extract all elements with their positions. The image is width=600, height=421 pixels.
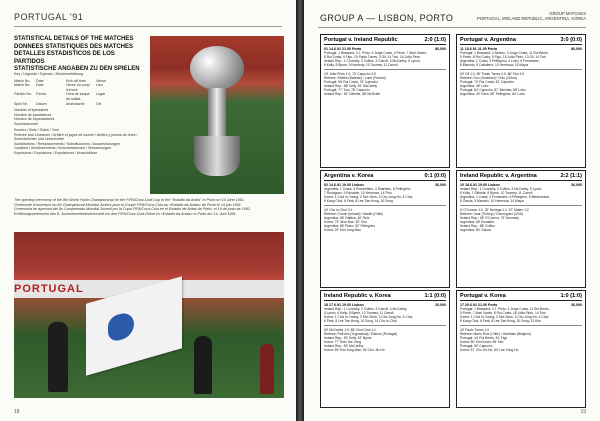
match-note-line: Referee: Petrovic (Yugoslavia) / Ramos (Portugal) <box>324 331 398 336</box>
match-note-line: 50' Gil 1:0, 80' Paulo Torres 2:0, 86' Toni 3:0 <box>460 71 525 76</box>
stadium-banner: PORTUGAL <box>14 280 284 298</box>
match-separator <box>460 325 582 326</box>
legend-cell: Heure du coup d'envoi <box>66 83 90 92</box>
legend-cell: Lugar <box>96 92 106 97</box>
lineup-line: Korea: 1 Choi In-Young; 2 Kim Seok, 3 Cho Jung-Ho, 4 Choi, <box>460 314 550 319</box>
match-title: Ireland Republic v. Argentina <box>460 173 537 179</box>
lineup-line: 6 Kelly, 8 Byrne, 9 Kennedy, 10 Toomey, 11 Carroll <box>324 62 398 67</box>
match-title: Portugal v. Argentina <box>460 37 516 43</box>
lineup-line: Argentina: 1 Costa; 3 Pellegrino, 4 Lobo, 5 Fernandez, <box>460 58 540 63</box>
caption-en: The opening ceremony of the 8th World Youth Championship for the FIFA/Coca-Cola Cup in the "Estadio da Antas" in Porto on 14 June 1991. <box>14 198 245 202</box>
lineup-line: 8 Garcia, 9 Marcelo, 10 Hermosa, 14 Mayor <box>460 198 525 203</box>
trophy-stem <box>208 88 226 140</box>
legend-cell: Spiel Nr. <box>14 101 28 106</box>
match-box <box>320 34 450 168</box>
stats-title-de: STATISTISCHE ANGABEN ZU DEN SPIELEN <box>14 66 140 73</box>
match-note-line: Argentina: 40' Fano, 80' Pellegrino, 84' Lobo <box>460 92 525 97</box>
match-note-line: Ireland Rep.: 52' Kelly, 62' Byrne <box>324 336 372 341</box>
stats-title-block <box>14 36 144 74</box>
match-note-line: Portugal: 56' Rui Costa, 76' Capucho <box>324 80 379 85</box>
match-note-line: Ireland Rep.: 68' Kelly, 81' McCarthy <box>324 84 378 89</box>
lineup-line: 6 Kelly, 7 Gilbride, 8 Byrne, 10 Toomey, 11 Carroll <box>460 190 533 195</box>
match-note-line: Portugal: 70' Rui Costa, 81' Capucho <box>460 80 515 85</box>
ceremony-photo <box>14 232 284 398</box>
match-date-venue: 17 20.6.91 21.00 Porto <box>460 302 498 307</box>
lineup-line: Portugal: 1 Brassard; 3 J. Pinto, 4 Jorge Costa, 4 Peixe, 7 Abel Xavier, <box>324 50 427 55</box>
match-separator <box>324 205 446 206</box>
match-note-line: Portugal: 77' Toni, 78' Capucho <box>324 88 370 93</box>
match-header <box>460 37 582 45</box>
match-note-line: Argentina: 86' Plazo, 82' Pellegrino <box>324 224 376 229</box>
note-line: Referee and Linesmen / Arbitre et juges de touche / Arbitro y jueces de línea / Schiedsrichter und Linienrichter <box>14 132 138 142</box>
match-score: 2:2 (1:1) <box>560 173 582 179</box>
lineup-line: Portugal: 1 Brassard; 3 J. Pinto, 4 Jorge Costa, 11 Rui Bento, <box>460 306 550 311</box>
legend-right-line: Nombre de spectateurs <box>14 112 52 117</box>
legend-cell: Partido No. <box>14 92 32 97</box>
lineup-line: 8 Rui Costa, 9 Figo, 10 Paulo Torres, 3 Gil, 14 Toni, 16 João Pinto <box>324 54 421 59</box>
lineup-line: 5 Peixe, 7 Abel Xavier, 8 Rui Costa, 16 João Pinto, 14 Toni <box>460 310 546 315</box>
match-note-line: 52' McCarthy 1:0, 88' Choi Chul 1:1 <box>324 327 376 332</box>
legend-cell: Anstosszeit <box>66 101 85 106</box>
person-figure <box>260 344 274 394</box>
match-note-line: Korea: 80' Kim Kwan, 85' Kim <box>460 340 504 345</box>
lineup-line: Argentina: 1 Costa; 3 Fernandez, 4 Pellegrino, 5 Biedermann, <box>460 194 551 199</box>
stats-title-fr: DONNEES STATISTIQUES DES MATCHES <box>14 43 134 50</box>
match-spectators: 30,000 <box>571 302 582 307</box>
lineup-line: 8 Marcelo, 9 Caballero, 10 Hermosa, 15 Mayor <box>460 62 529 67</box>
legend-cell: Lieu <box>96 83 103 88</box>
match-note-line: Ireland Rep.: 82' Gilbride, 88' McGrath <box>324 92 381 97</box>
match-spectators: 80,000 <box>571 46 582 51</box>
match-date-venue: 10 18.6.91 19.00 Lisbon <box>460 182 500 187</box>
match-note-line: 15' João Pinto 1:0, 76' Capucho 2:0 <box>324 71 377 76</box>
legend-cell: Date <box>36 83 44 88</box>
match-box-inner <box>457 35 585 98</box>
header-rule <box>14 26 282 27</box>
right-page <box>304 0 600 421</box>
match-note-line: 42' Paulo Torres 1:0 <box>460 327 490 332</box>
key-title: Key / Légende / Eyenda / Zeichenerklärung <box>14 72 84 76</box>
stats-title-en: STATISTICAL DETAILS OF THE MATCHES <box>14 36 134 42</box>
match-title: Portugal v. Korea <box>460 293 506 299</box>
lineup-line: 6 Park, 8 Lee Tae-Hong, 10 Song, 14 Cho In-Chul <box>324 318 397 323</box>
note-line: Scorers / Buts / Goles / Tore <box>14 128 59 132</box>
lineup-line: 5 Kang Chul, 6 Park, 8 Lee Tae-Hong, 10 Song, 13 Kim <box>460 318 541 323</box>
page-header: PORTUGAL '91 <box>14 12 84 22</box>
match-note-line: Referee: Don (Scotland) / Chiu (China) <box>460 75 517 80</box>
legend-cell: Venue <box>96 78 107 83</box>
match-note-line: Argentina: 68' Gattica, 46' Ruiz <box>324 216 370 221</box>
match-spectators: 80,000 <box>435 46 446 51</box>
legend-cell: Fecha <box>36 92 46 97</box>
match-score: 0:1 (0:0) <box>424 173 446 179</box>
person-figure <box>48 322 68 392</box>
note-line: Expulsions / Expulsions / Expulsiones / Ausschlüsse <box>14 150 98 155</box>
legend-right-line: Número de espectadores <box>14 117 55 122</box>
match-header <box>324 173 446 181</box>
match-spectators: 20,000 <box>435 302 446 307</box>
match-note-line: 44' Cho In-Chul 0:1 <box>324 207 353 212</box>
match-score: 1:0 (1:0) <box>560 293 582 299</box>
match-note-line: Korea: 79' Jeon Bae, 82' Cho <box>324 220 367 225</box>
match-note-line: Portugal: 50' Capucho <box>460 344 493 349</box>
match-separator <box>460 69 582 70</box>
match-note-line: Argentina: 68' Esnaider <box>460 220 495 225</box>
match-box <box>456 290 586 408</box>
match-note-line: Korea: 57' Cho Jin-Ho, 80' Lee Yong-Ho <box>460 348 519 353</box>
book-gutter <box>296 0 304 421</box>
match-note-line: Ireland Rep.: 83' McCarthy <box>324 344 364 349</box>
lineup-line: 7 Rodriguez, 9 Esnaider, 10 Hermosa, 14 Pico <box>324 190 392 195</box>
key-block <box>14 72 149 127</box>
match-note-line: Portugal: 44' Rui Bento, 81' Figo <box>460 336 508 341</box>
trophy-photo <box>150 36 284 194</box>
match-note-line: Referee: Sheikh (Bahrain) / Lund (Poland) <box>324 75 386 80</box>
match-box <box>320 290 450 408</box>
header-rule <box>318 27 586 28</box>
group-subtitle-line: PORTUGAL, IRELAND REPUBLIC, ARGENTINA, KOREA <box>476 16 586 22</box>
match-date-venue: 01 14.6.91 21.00 Porto <box>324 46 362 51</box>
match-score: 3:0 (0:0) <box>560 37 582 43</box>
legend-cell: Datum <box>36 101 47 106</box>
legend-right-line: Zuschauerzahl <box>14 121 38 126</box>
caption-de: Eröffnungszeremonie des 8. Juniorenweltmeisterschaft um den FIFA/Coca-Cola-Pokal im «Estadio da Antas» in Porto am 14. Juni 1991. <box>14 211 237 216</box>
match-note-line: Korea: 77' Shin Tae-Yong <box>324 340 362 345</box>
lineup-line: Ireland Rep.: 1 Connolly, 2 Collins, 4 McCarthy, 5 Lynch, <box>460 186 543 191</box>
lineup-line: Argentina: 1 Costa; 3 Pocchettino, 4 Ditarfedo, 6 Pellegrino, <box>324 186 412 191</box>
lineup-line: Ireland Rep.: 1 Connolly, 2 Collins, 3 Carroll, 4 McCarthy, 5 Lynch, <box>324 58 421 63</box>
match-note-line: Argentina: 80' Garcia <box>460 228 491 233</box>
match-box-inner <box>457 171 585 234</box>
match-note-line: Argentina: 48' Lobo <box>460 84 489 89</box>
match-box <box>456 170 586 288</box>
lineup-line: 5 Kang Chul, 6 Park, 8 Lee Tae-Hong, 10 Song <box>324 198 393 203</box>
legend-cell: Kick-off time <box>66 78 86 83</box>
match-separator <box>324 69 446 70</box>
legend-right <box>14 108 149 126</box>
match-header <box>324 293 446 301</box>
match-separator <box>324 325 446 326</box>
match-score: 1:1 (0:0) <box>424 293 446 299</box>
group-title: GROUP A — LISBON, PORTO <box>320 13 454 23</box>
match-separator <box>460 205 582 206</box>
caption-fr: Cérémonie d'ouverture du 8e Championnat Mondial Juniors pour la Coupe FIFA/Coca-Cola au «Estadio da Antas» de Porto le 14 juin 1991. <box>14 202 242 207</box>
legend-right-line: Number of spectators <box>14 108 49 113</box>
group-subtitle <box>477 11 586 21</box>
match-header <box>460 293 582 301</box>
match-header <box>460 173 582 181</box>
match-box <box>456 34 586 168</box>
lineup-line: Korea: 1 Choi In-Young; 2 Kim Seok, 3 Cho Jung-Ho, 5 Choi, <box>324 314 414 319</box>
match-title: Ireland Republic v. Korea <box>324 293 391 299</box>
match-score: 2:0 (1:0) <box>424 37 446 43</box>
match-spectators: 30,000 <box>571 182 582 187</box>
group-subtitle-line: GROUP MATCHES <box>549 11 586 16</box>
match-note-line: Referee: Mario Ruiz (Chile) / Goethals (Belgium) <box>460 331 531 336</box>
trophy-base <box>194 136 240 176</box>
match-date-venue: 11 18.6.91 21.00 Porto <box>460 46 498 51</box>
note-line: Substitutions / Remplacements / Substituciones / Auswechslungen <box>14 141 120 146</box>
legend-cell: Match No. <box>14 83 31 88</box>
match-note-line: Referee: Ucar (Turkey) / Dominguez (USA) <box>460 211 523 216</box>
stats-title-es: DETALLES ESTADISTICOS DE LOS PARTIDOS <box>14 51 115 65</box>
match-note-line: Referee: Cronin (Ireland) / Martin (Chile) <box>324 211 383 216</box>
flag-emblem <box>108 310 134 343</box>
match-note-line: Korea: 29' Kim Jong-Man <box>324 228 362 233</box>
person-figure <box>194 336 212 394</box>
match-box-inner <box>457 291 585 354</box>
match-box-inner <box>321 171 449 234</box>
match-spectators: 30,000 <box>435 182 446 187</box>
notes-block <box>14 128 149 156</box>
match-box-inner <box>321 35 449 98</box>
photo-caption <box>14 198 284 216</box>
match-note-line: Ireland Rep.: 88' Collins <box>460 224 495 229</box>
lineup-line: Korea: 1 Choi In-Young; 2 Kim Seok, 3 Cho Jung-Ho, 4 Choi, <box>324 194 414 199</box>
legend-cell: Match No. <box>14 78 31 83</box>
lineup-line: Ireland Rep.: 1 Connolly, 2 Collins, 3 Carroll, 4 McCarthy, <box>324 306 408 311</box>
note-line: Cautions / Avertissements / Amonestaciones / Verwarnungen <box>14 146 112 151</box>
page-number-left: 18 <box>14 409 20 415</box>
match-date-venue: 02 14.6.91 19.00 Lisbon <box>324 182 364 187</box>
match-date-venue: 18 17.6.91 19.00 Lisbon <box>324 302 364 307</box>
lineup-line: 5 Lynch, 6 Kelly, 8 Byrne, 10 Toomey, 11 Carroll <box>324 310 394 315</box>
page-number-right: 19 <box>580 409 586 415</box>
match-box-inner <box>321 291 449 354</box>
match-box <box>320 170 450 288</box>
match-title: Argentina v. Korea <box>324 173 374 179</box>
trophy-cup <box>190 46 244 90</box>
match-note-line: Korea: 65' Kim Jong-Man, 84' Cho Jin-Ho <box>324 348 385 353</box>
legend-cell: Hora de saque de salida <box>66 92 90 101</box>
caption-es: Ceremonia de apertura del 8o Campeonato Mundial Juvenil por la Copa FIFA/Coca-Cola en el Estadio de Antas de Porto, el 14 de junio de 1991. <box>14 207 251 212</box>
left-page <box>0 0 296 421</box>
lineup-line: Portugal: 1 Brassard; 2 Nelson, 3 Jorge Costa, 11 Rui Bento, <box>460 50 549 55</box>
match-title: Portugal v. Ireland Republic <box>324 37 398 43</box>
legend-cell: Date <box>36 78 44 83</box>
lineup-line: 5 Peixe, 8 Rui Costa, 9 Figo, 16 João Pinto, 13 Gil, 14 Toni <box>460 54 546 59</box>
legend-cell: Ort <box>96 101 101 106</box>
legend-grid <box>14 79 149 107</box>
match-note-line: 6' O'Connor 1:0, 32' Noriega 1:1, 57' Mateo 1:2 <box>460 207 529 212</box>
match-note-line: Ireland Rep.: 48' O'Connor, 75' Kennedy <box>460 216 519 221</box>
match-header <box>324 37 446 45</box>
match-note-line: Portugal: 84' Capucho, 87' Mendes, 88' Lobo <box>460 88 526 93</box>
